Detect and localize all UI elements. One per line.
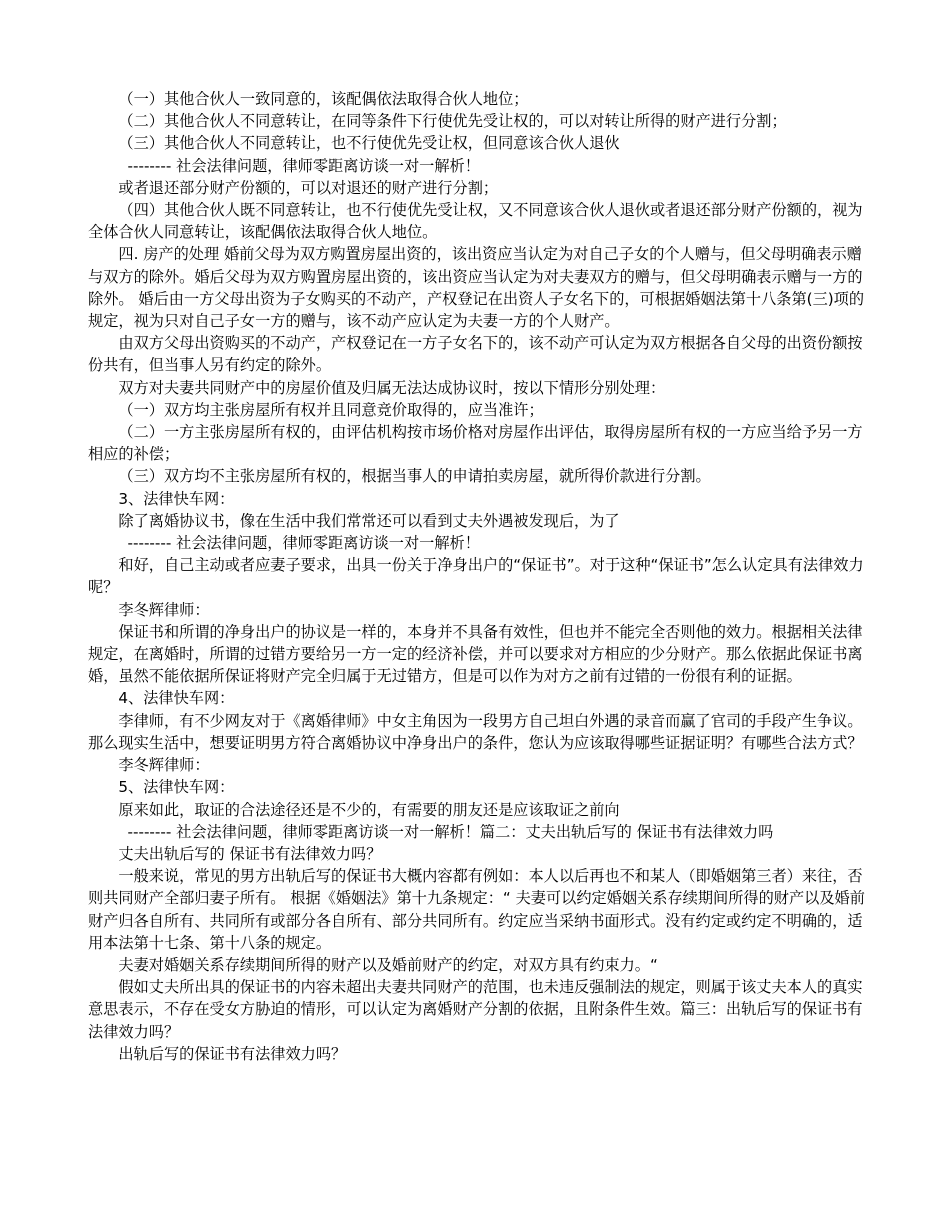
separator-line: -------- 社会法律问题，律师零距离访谈一对一解析！篇二：丈夫出轨后写的 保证书有法律效力吗 [127, 822, 774, 841]
paragraph: 和好，自己主动或者应妻子要求，出具一份关于净身出户的“保证书”。对于这种“保证书”怎么认定具有法律效力呢？ [88, 556, 864, 597]
paragraph: 四. 房产的处理 婚前父母为双方购置房屋出资的，该出资应当认定为对自己子女的个人赠与，但父母明确表示赠与双方的除外。婚后父母为双方购置房屋出资的，该出资应当认定为对夫妻双方的赠与，但父母明确表示赠与一方的除外。 婚后由一方父母出资为子女购买的不动产，产权登记在出资人子女名下的，可根据婚姻法第十八条第(三)项的规定，视为只对自己子女一方的赠与，该不动产应认定为夫妻一方的个人财产。 [88, 245, 865, 331]
paragraph: 保证书和所谓的净身出户的协议是一样的，本身并不具备有效性，但也并不能完全否则他的效力。根据相关法律规定，在离婚时，所谓的过错方要给另一方一定的经济补偿，并可以要求对方相应的少分财产。那么依据此保证书离婚，虽然不能依据所保证将财产完全归属于无过错方，但是可以作为对方之前有过错的一份很有利的证据。 [88, 622, 863, 686]
paragraph: 双方对夫妻共同财产中的房屋价值及归属无法达成协议时，按以下情形分别处理： [118, 378, 666, 397]
paragraph: （二）一方主张房屋所有权的，由评估机构按市场价格对房屋作出评估，取得房屋所有权的一方应当给予另一方相应的补偿； [88, 423, 863, 464]
speaker-label: 李冬辉律师： [118, 600, 210, 619]
separator-line: -------- 社会法律问题，律师零距离访谈一对一解析！ [127, 156, 480, 175]
speaker-label: 李冬辉律师： [118, 756, 210, 775]
paragraph: 或者退还部分财产份额的，可以对退还的财产进行分割； [118, 178, 499, 197]
paragraph: 假如丈夫所出具的保证书的内容未超出夫妻共同财产的范围，也未违反强制法的规定，则属于该丈夫本人的真实意思表示，不存在受女方胁迫的情形，可以认定为离婚财产分割的依据，且附条件生效。篇三：出轨后写的保证书有法律效力吗？ [88, 978, 863, 1041]
separator-line: -------- 社会法律问题，律师零距离访谈一对一解析！ [127, 534, 480, 553]
section-heading: 4、法律快车网： [118, 689, 235, 708]
paragraph: 除了离婚协议书，像在生活中我们常常还可以看到丈夫外遇被发现后，为了 [118, 511, 620, 530]
section-heading: 3、法律快车网： [118, 489, 235, 508]
paragraph: （三）其他合伙人不同意转让，也不行使优先受让权，但同意该合伙人退伙 [118, 134, 620, 153]
paragraph: 出轨后写的保证书有法律效力吗？ [118, 1044, 347, 1063]
paragraph: 丈夫出轨后写的 保证书有法律效力吗？ [118, 844, 382, 863]
paragraph: 由双方父母出资购买的不动产，产权登记在一方子女名下的，该不动产可认定为双方根据各自父母的出资份额按份共有，但当事人另有约定的除外。 [88, 334, 863, 375]
paragraph: 李律师，有不少网友对于《离婚律师》中女主角因为一段男方自己坦白外遇的录音而赢了官司的手段产生争议。那么现实生活中，想要证明男方符合离婚协议中净身出户的条件，您认为应该取得哪些证据证明？有哪些合法方式？ [88, 711, 863, 752]
document-body [88, 88, 868, 1065]
paragraph: （四）其他合伙人既不同意转让，也不行使优先受让权，又不同意该合伙人退伙或者退还部分财产份额的，视为全体合伙人同意转让，该配偶依法取得合伙人地位。 [88, 201, 863, 242]
paragraph: 夫妻对婚姻关系存续期间所得的财产以及婚前财产的约定，对双方具有约束力。“ [118, 955, 658, 974]
paragraph: 原来如此，取证的合法途径还是不少的，有需要的朋友还是应该取证之前向 [118, 800, 620, 819]
paragraph: （三）双方均不主张房屋所有权的，根据当事人的申请拍卖房屋，就所得价款进行分割。 [118, 467, 711, 486]
paragraph: （一）其他合伙人一致同意的，该配偶依法取得合伙人地位； [118, 90, 529, 108]
paragraph: （二）其他合伙人不同意转让，在同等条件下行使优先受让权的，可以对转让所得的财产进行分割； [118, 112, 787, 131]
paragraph: （一）双方均主张房屋所有权并且同意竞价取得的，应当准许； [118, 400, 544, 419]
section-heading: 5、法律快车网： [118, 778, 235, 797]
paragraph: 一般来说，常见的男方出轨后写的保证书大概内容都有例如：本人以后再也不和某人（即婚姻第三者）来往，否则共同财产全部归妻子所有。 根据《婚姻法》第十九条规定：“ 夫妻可以约定婚姻关系存续期间所得的财产以及婚前财产归各自所有、共同所有或部分各自所有、部分共同所有。约定应当采纳书面形式。没有约定或约定不明确的，适用本法第十七条、第十八条的规定。 [88, 867, 865, 952]
